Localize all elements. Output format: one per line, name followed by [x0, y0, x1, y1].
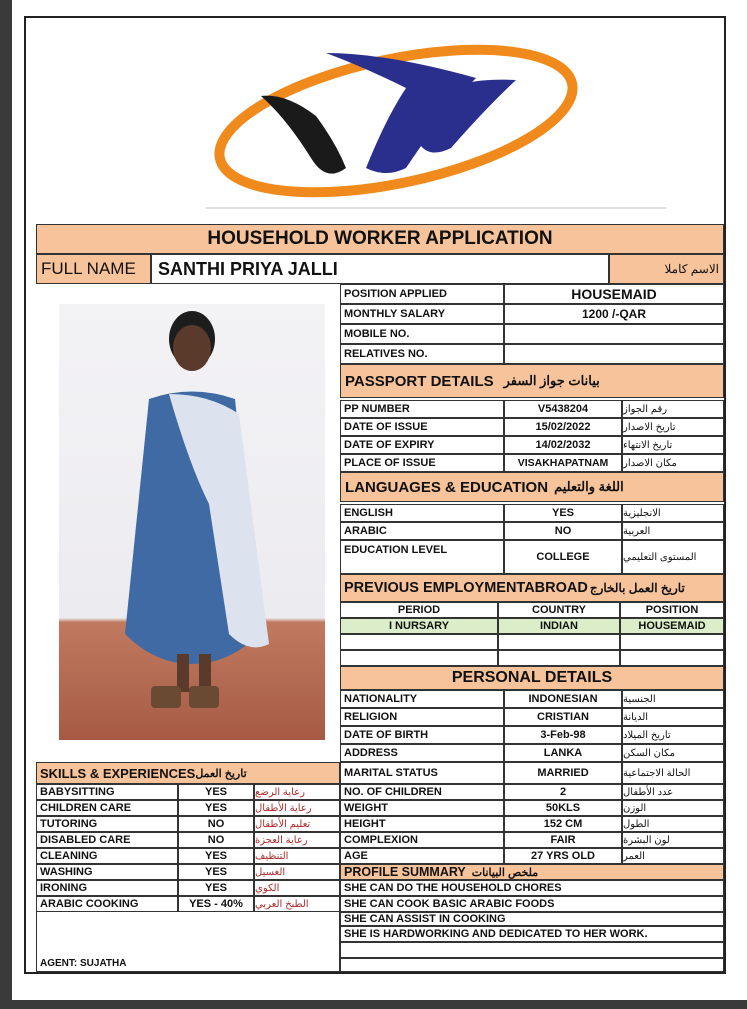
personal-arabic: مكان السكن	[622, 744, 724, 762]
employment-header-country: COUNTRY	[498, 602, 620, 618]
skill-label: DISABLED CARE	[36, 832, 178, 848]
skills-title: SKILLS & EXPERIENCES	[40, 765, 196, 781]
personal-arabic: عدد الأطفال	[622, 784, 724, 800]
basic-label-1: MONTHLY SALARY	[340, 304, 504, 324]
employment-empty-cell	[340, 650, 498, 666]
education-arabic: المستوى التعليمي	[622, 540, 724, 574]
personal-value: INDONESIAN	[504, 690, 622, 708]
passport-section-header	[340, 364, 724, 398]
skill-label: ARABIC COOKING	[36, 896, 178, 912]
passport-label: DATE OF EXPIRY	[340, 436, 504, 454]
personal-arabic: الطول	[622, 816, 724, 832]
skills-section-header	[36, 762, 340, 784]
skill-arabic: رعاية الأطفال	[254, 800, 340, 816]
personal-value: CRISTIAN	[504, 708, 622, 726]
agency-logo	[26, 18, 724, 224]
personal-label: HEIGHT	[340, 816, 504, 832]
employment-empty-cell	[620, 634, 724, 650]
skill-value: YES	[178, 784, 254, 800]
language-arabic: العربية	[622, 522, 724, 540]
personal-label: NO. OF CHILDREN	[340, 784, 504, 800]
skill-value: YES	[178, 800, 254, 816]
personal-arabic: الجنسية	[622, 690, 724, 708]
skill-arabic: رعاية الرضع	[254, 784, 340, 800]
languages-title: LANGUAGES & EDUCATION	[345, 478, 549, 496]
basic-label-0: POSITION APPLIED	[340, 284, 504, 304]
employment-empty-cell	[340, 634, 498, 650]
employment-title: PREVIOUS EMPLOYMENTABROAD	[344, 580, 588, 596]
personal-label: DATE OF BIRTH	[340, 726, 504, 744]
personal-value: LANKA	[504, 744, 622, 762]
personal-label: AGE	[340, 848, 504, 864]
personal-value: 152 CM	[504, 816, 622, 832]
skill-arabic: الطبخ العربي	[254, 896, 340, 912]
basic-label-2: MOBILE NO.	[340, 324, 504, 344]
employment-header-period: PERIOD	[340, 602, 498, 618]
basic-value-1: 1200 /-QAR	[504, 304, 724, 324]
languages-section-header	[340, 472, 724, 502]
personal-arabic: تاريخ الميلاد	[622, 726, 724, 744]
skill-label: BABYSITTING	[36, 784, 178, 800]
skill-value: NO	[178, 832, 254, 848]
passport-arabic: مكان الاصدار	[622, 454, 724, 472]
passport-title: PASSPORT DETAILS	[345, 372, 494, 390]
employment-empty-cell	[498, 634, 620, 650]
passport-value: V5438204	[504, 400, 622, 418]
employment-country: INDIAN	[498, 618, 620, 634]
skill-label: CLEANING	[36, 848, 178, 864]
skill-label: TUTORING	[36, 816, 178, 832]
profile-line: SHE CAN COOK BASIC ARABIC FOODS	[340, 896, 724, 912]
education-value: COLLEGE	[504, 540, 622, 574]
skill-label: IRONING	[36, 880, 178, 896]
employment-position: HOUSEMAID	[620, 618, 724, 634]
language-value: YES	[504, 504, 622, 522]
personal-arabic: الديانة	[622, 708, 724, 726]
passport-title-arabic: بيانات جواز السفر	[503, 373, 600, 388]
personal-value: FAIR	[504, 832, 622, 848]
education-label: EDUCATION LEVEL	[340, 540, 504, 574]
skill-value: YES	[178, 880, 254, 896]
passport-arabic: تاريخ الانتهاء	[622, 436, 724, 454]
profile-line: SHE IS HARDWORKING AND DEDICATED TO HER WORK.	[340, 926, 724, 942]
employment-title-arabic: تاريخ العمل بالخارج	[589, 581, 685, 595]
profile-empty-line	[340, 958, 724, 972]
personal-section-header: PERSONAL DETAILS	[340, 666, 724, 690]
basic-label-3: RELATIVES NO.	[340, 344, 504, 364]
logo-black-stroke	[261, 96, 346, 174]
basic-value-0: HOUSEMAID	[504, 284, 724, 304]
personal-arabic: لون البشرة	[622, 832, 724, 848]
passport-label: DATE OF ISSUE	[340, 418, 504, 436]
personal-label: NATIONALITY	[340, 690, 504, 708]
profile-title-arabic: ملخص البيانات	[471, 866, 539, 879]
passport-value: 14/02/2032	[504, 436, 622, 454]
passport-value: VISAKHAPATNAM	[504, 454, 622, 472]
skill-arabic: الكوي	[254, 880, 340, 896]
personal-label: COMPLEXION	[340, 832, 504, 848]
personal-value: 3-Feb-98	[504, 726, 622, 744]
skills-title-arabic: تاريخ العمل	[195, 767, 247, 780]
language-label: ARABIC	[340, 522, 504, 540]
profile-line: SHE CAN ASSIST IN COOKING	[340, 912, 724, 926]
employment-empty-cell	[620, 650, 724, 666]
language-value: NO	[504, 522, 622, 540]
language-label: ENGLISH	[340, 504, 504, 522]
skill-value: YES - 40%	[178, 896, 254, 912]
personal-label: MARITAL STATUS	[340, 762, 504, 784]
profile-title: PROFILE SUMMARY	[344, 865, 466, 879]
application-form	[24, 16, 726, 974]
personal-label: RELIGION	[340, 708, 504, 726]
skill-arabic: رعاية العجزة	[254, 832, 340, 848]
skill-arabic: تعليم الأطفال	[254, 816, 340, 832]
skill-value: NO	[178, 816, 254, 832]
personal-value: MARRIED	[504, 762, 622, 784]
personal-value: 50KLS	[504, 800, 622, 816]
personal-arabic: العمر	[622, 848, 724, 864]
profile-line: SHE CAN DO THE HOUSEHOLD CHORES	[340, 880, 724, 896]
full-name-label: FULL NAME	[36, 254, 151, 284]
passport-arabic: تاريخ الاصدار	[622, 418, 724, 436]
passport-value: 15/02/2022	[504, 418, 622, 436]
employment-section-header	[340, 574, 724, 602]
skill-label: WASHING	[36, 864, 178, 880]
personal-label: WEIGHT	[340, 800, 504, 816]
personal-label: ADDRESS	[340, 744, 504, 762]
personal-arabic: الحالة الاجتماعية	[622, 762, 724, 784]
employment-header-position: POSITION	[620, 602, 724, 618]
passport-label: PP NUMBER	[340, 400, 504, 418]
basic-value-3	[504, 344, 724, 364]
passport-arabic: رقم الجواز	[622, 400, 724, 418]
personal-arabic: الوزن	[622, 800, 724, 816]
skill-value: YES	[178, 848, 254, 864]
skill-arabic: الغسيل	[254, 864, 340, 880]
languages-title-arabic: اللغة والتعليم	[554, 479, 624, 494]
profile-empty-line	[340, 942, 724, 958]
personal-value: 2	[504, 784, 622, 800]
personal-value: 27 YRS OLD	[504, 848, 622, 864]
employment-empty-cell	[498, 650, 620, 666]
basic-value-2	[504, 324, 724, 344]
skill-label: CHILDREN CARE	[36, 800, 178, 816]
language-arabic: الانجليزية	[622, 504, 724, 522]
full-name-arabic: الاسم كاملا	[609, 254, 724, 284]
skill-arabic: التنظيف	[254, 848, 340, 864]
full-name-value: SANTHI PRIYA JALLI	[151, 254, 609, 284]
passport-label: PLACE OF ISSUE	[340, 454, 504, 472]
applicant-photo	[59, 304, 325, 740]
employment-period: I NURSARY	[340, 618, 498, 634]
profile-section-header	[340, 864, 724, 880]
form-title: HOUSEHOLD WORKER APPLICATION	[36, 224, 724, 254]
agent-name: AGENT: SUJATHA	[36, 912, 340, 972]
skill-value: YES	[178, 864, 254, 880]
